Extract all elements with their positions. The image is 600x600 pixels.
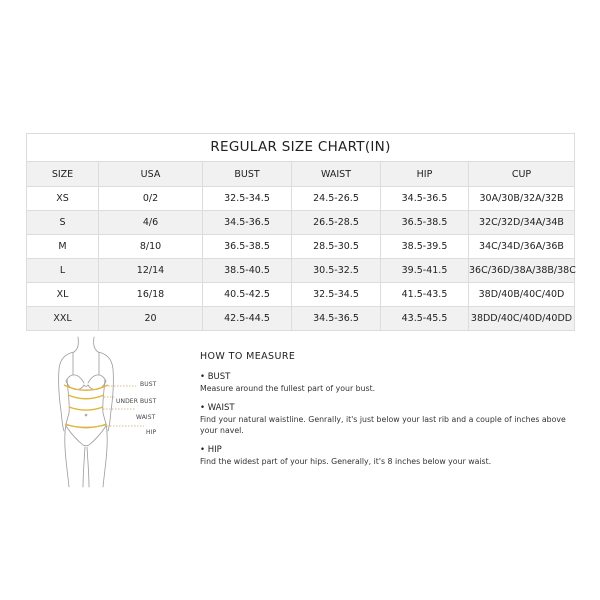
cell-size: M	[27, 235, 99, 259]
cell-cup: 38DD/40C/40D/40DD	[469, 307, 575, 331]
cell-usa: 12/14	[99, 259, 203, 283]
cell-usa: 0/2	[99, 187, 203, 211]
cell-usa: 4/6	[99, 211, 203, 235]
cell-size: L	[27, 259, 99, 283]
cell-hip: 41.5-43.5	[381, 283, 469, 307]
cell-waist: 32.5-34.5	[292, 283, 381, 307]
measure-item-title: • WAIST	[200, 403, 235, 413]
cell-size: S	[27, 211, 99, 235]
cell-size: XS	[27, 187, 99, 211]
measure-item-bust	[200, 372, 580, 394]
measure-item-waist	[200, 403, 580, 436]
size-chart-table	[26, 133, 575, 331]
cell-cup: 30A/30B/32A/32B	[469, 187, 575, 211]
measure-item-desc: Find the widest part of your hips. Generally, it's 8 inches below your waist.	[200, 457, 492, 466]
cell-waist: 30.5-32.5	[292, 259, 381, 283]
cell-size: XL	[27, 283, 99, 307]
measure-item-desc: Measure around the fullest part of your bust.	[200, 384, 376, 393]
cell-hip: 39.5-41.5	[381, 259, 469, 283]
cell-bust: 32.5-34.5	[203, 187, 292, 211]
measure-item-hip	[200, 445, 580, 467]
header-size: SIZE	[27, 162, 99, 187]
cell-bust: 38.5-40.5	[203, 259, 292, 283]
table-row	[27, 307, 575, 331]
label-under-bust: UNDER BUST	[116, 398, 157, 405]
body-measure-figure	[50, 335, 170, 490]
cell-hip: 34.5-36.5	[381, 187, 469, 211]
cell-waist: 28.5-30.5	[292, 235, 381, 259]
body-outline-illustration	[50, 335, 170, 490]
cell-cup: 36C/36D/38A/38B/38C	[469, 259, 575, 283]
table-row	[27, 259, 575, 283]
cell-usa: 8/10	[99, 235, 203, 259]
cell-cup: 34C/34D/36A/36B	[469, 235, 575, 259]
header-usa: USA	[99, 162, 203, 187]
cell-hip: 43.5-45.5	[381, 307, 469, 331]
header-bust: BUST	[203, 162, 292, 187]
cell-bust: 40.5-42.5	[203, 283, 292, 307]
cell-bust: 42.5-44.5	[203, 307, 292, 331]
measure-item-desc: Find your natural waistline. Genrally, it's just below your last rib and a couple of inches above your navel.	[200, 415, 566, 435]
measure-item-title: • HIP	[200, 445, 222, 455]
how-to-heading: HOW TO MEASURE	[200, 351, 296, 362]
cell-waist: 24.5-26.5	[292, 187, 381, 211]
header-cup: CUP	[469, 162, 575, 187]
table-row	[27, 211, 575, 235]
cell-bust: 34.5-36.5	[203, 211, 292, 235]
label-bust: BUST	[140, 381, 157, 388]
table-row	[27, 235, 575, 259]
cell-size: XXL	[27, 307, 99, 331]
cell-waist: 34.5-36.5	[292, 307, 381, 331]
cell-waist: 26.5-28.5	[292, 211, 381, 235]
measure-item-title: • BUST	[200, 372, 231, 382]
header-hip: HIP	[381, 162, 469, 187]
cell-usa: 20	[99, 307, 203, 331]
cell-usa: 16/18	[99, 283, 203, 307]
label-waist: WAIST	[136, 414, 156, 421]
table-row	[27, 283, 575, 307]
header-waist: WAIST	[292, 162, 381, 187]
table-row	[27, 187, 575, 211]
cell-cup: 38D/40B/40C/40D	[469, 283, 575, 307]
how-to-measure-section	[200, 351, 580, 476]
cell-hip: 38.5-39.5	[381, 235, 469, 259]
cell-hip: 36.5-38.5	[381, 211, 469, 235]
header-row	[27, 162, 575, 187]
cell-cup: 32C/32D/34A/34B	[469, 211, 575, 235]
chart-title: REGULAR SIZE CHART(IN)	[26, 133, 575, 161]
cell-bust: 36.5-38.5	[203, 235, 292, 259]
label-hip: HIP	[146, 429, 157, 436]
